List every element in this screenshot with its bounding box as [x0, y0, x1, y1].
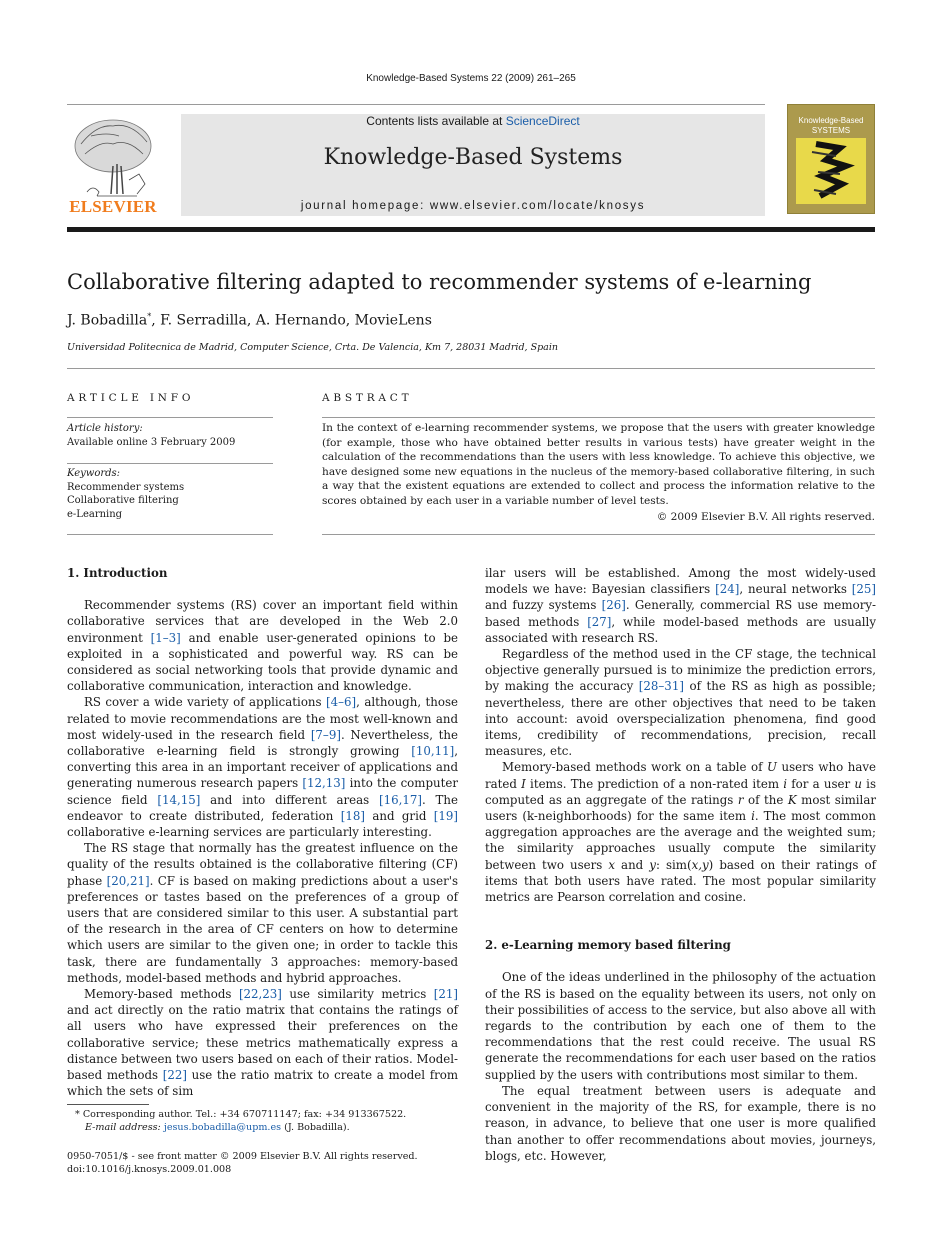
- intro-paragraph-3: The RS stage that normally has the greatest influence on the quality of the results obtained is the collaborative filtering (CF) phase [20,21]. CF is based on making predictions about a user's preferences or tastes based on the preferences of a group of users that are considered similar to this user. A substantial part of the research in the area of CF centers on how to determine which users are similar to the given one; in order to tackle this task, there are fundamentally 3 approaches: memory-based methods, model-based methods and hybrid approaches.: [67, 841, 459, 985]
- intro-paragraph-4: Memory-based methods [22,23] use similarity metrics [21] and act directly on the ratio matrix that contains the ratings of all users who have expressed their preferences on the collaborative service; these metrics mathematically express a distance between two users based on each of their ratios. Model-based methods [22] use the ratio matrix to create a model from which the sets of sim: [67, 987, 459, 1099]
- abstract-rule-top: [322, 417, 875, 418]
- front-matter-info: [67, 1150, 418, 1176]
- section-1-heading: 1. Introduction: [67, 566, 168, 580]
- citation-link[interactable]: [16,17]: [379, 792, 423, 807]
- cover-title-line2: SYSTEMS: [811, 126, 851, 135]
- corresponding-author-note: Corresponding author. Tel.: +34 670711147; fax: +34 913367522.: [79, 1109, 407, 1120]
- intro-paragraph-7: Memory-based methods work on a table of U users who have rated I items. The prediction of a non-rated item i for a user u is computed as an aggregate of the ratings r of the K most similar users (k-neighborhoods) for the same item i. The most common aggregation approaches are the average and the weighted sum; the similarity approaches usually compute the similarity between two users x and y: sim(x,y) based on their ratings of items that both users have rated. The most popular similarity metrics are Pearson correlation and cosine.: [485, 760, 877, 905]
- footnote-rule: [67, 1104, 149, 1105]
- header-rule: [67, 104, 765, 105]
- citation-link[interactable]: [12,13]: [302, 776, 346, 791]
- intro-paragraph-5: ilar users will be established. Among the most widely-used models we have: Bayesian classifiers [24], neural networks [25] and fuzzy systems [26]. Generally, commercial RS use memory-based methods [27], while model-based methods are usually associated with research RS.: [485, 566, 876, 645]
- keywords-block: [67, 467, 184, 521]
- abstract-text: In the context of e-learning recommender systems, we propose that the users with greater knowledge (for example, those who have obtained better results in various tests) have greater weight in the calculation of the recommendations than the users with less knowledge. To achieve this objective, we have designed some new equations in the nucleus of the memory-based collaborative filtering, in such a way that the existent equations are extended to collect and process the information relative to the scores obtained by each user in a variable number of level tests.: [322, 422, 875, 507]
- keyword-item: Recommender systems: [67, 481, 185, 493]
- footnote-mark: *: [75, 1109, 80, 1120]
- email-label: E-mail address:: [85, 1122, 161, 1133]
- citation-link[interactable]: [7–9]: [310, 727, 341, 742]
- journal-title: Knowledge-Based Systems: [323, 145, 623, 170]
- contents-prefix: Contents lists available at: [366, 114, 506, 128]
- contents-line: [181, 114, 765, 128]
- citation-link[interactable]: [22,23]: [238, 987, 282, 1002]
- citation-link[interactable]: [19]: [433, 808, 458, 823]
- section-2-paragraph-1: One of the ideas underlined in the philosophy of the actuation of the RS is based on the equality between its users, not only on their possibilities of access to the service, but also above all with regards to the contribution by each one of them to the recommendations that the rest could receive. The usual RS generate the recommendations for each user based on the ratios supplied by the users with contributions most similar to them.: [485, 970, 876, 1082]
- article-info-rule-mid: [67, 463, 273, 464]
- citation-link[interactable]: [14,15]: [157, 792, 201, 807]
- coauthors: , F. Serradilla, A. Hernando, MovieLens: [151, 312, 432, 329]
- citation-link[interactable]: [25]: [851, 582, 876, 597]
- footnote: [67, 1108, 458, 1134]
- keyword-item: e-Learning: [67, 508, 123, 520]
- intro-paragraph-6: Regardless of the method used in the CF stage, the technical objective generally pursued is to minimize the prediction errors, by making the accuracy [28–31] of the RS as high as possible; nevertheless, there are other objectives that need to be taken into account: avoid overspecialization phenomena, find good items, credibility of recommendations, precision, recall measures, etc.: [485, 647, 876, 759]
- author-list: [67, 312, 432, 329]
- keyword-item: Collaborative filtering: [67, 495, 179, 506]
- email-suffix: (J. Bobadilla).: [281, 1122, 350, 1133]
- article-info-rule-bottom: [67, 534, 273, 535]
- intro-paragraph-2: RS cover a wide variety of applications [4–6], although, those related to movie recommendations are the most well-known and most widely-used in the research field [7–9]. Nevertheless, the collaborative e-learning field is strongly growing [10,11], converting this area in an important receiver of applications and generating numerous research papers [12,13] into the computer science field [14,15] and into different areas [16,17]. The endeavor to create distributed, federation [18] and grid [19] collaborative e-learning services are particularly interesting.: [67, 695, 458, 840]
- email-link[interactable]: jesus.bobadilla@upm.es: [163, 1122, 282, 1133]
- running-head: Knowledge-Based Systems 22 (2009) 261–265: [366, 73, 576, 84]
- article-history: [67, 422, 235, 449]
- history-label: Article history:: [67, 423, 143, 434]
- citation-link[interactable]: [18]: [340, 808, 365, 823]
- section-2-paragraph-2: The equal treatment between users is adequate and convenient in the majority of the RS, for example, there is no reason, in advance, to believe that one user is more qualified than another to offer recommendations about movies, journeys, blogs, etc. However,: [485, 1083, 876, 1163]
- issn-line: 0950-7051/$ - see front matter © 2009 Elsevier B.V. All rights reserved.: [67, 1151, 418, 1162]
- cover-title: [789, 116, 873, 136]
- first-author[interactable]: J. Bobadilla: [67, 312, 148, 329]
- sciencedirect-link[interactable]: ScienceDirect: [505, 114, 580, 128]
- article-info-heading: ARTICLE INFO: [67, 392, 195, 404]
- abstract-rule-bottom: [322, 534, 875, 535]
- citation-link[interactable]: [24]: [715, 582, 740, 597]
- journal-homepage[interactable]: journal homepage: www.elsevier.com/locate/knosys: [300, 200, 646, 212]
- citation-link[interactable]: [20,21]: [106, 873, 150, 888]
- citation-link[interactable]: [10,11]: [411, 744, 455, 759]
- keywords-label: Keywords:: [67, 468, 121, 479]
- citation-link[interactable]: [27]: [587, 614, 612, 629]
- cover-art-image: [796, 138, 866, 204]
- masthead-bottom-rule: [67, 227, 875, 232]
- title-separator-rule: [67, 368, 875, 369]
- cover-title-line1: Knowledge-Based: [798, 116, 864, 125]
- citation-link[interactable]: [4–6]: [326, 695, 357, 710]
- article-title: Collaborative filtering adapted to recommender systems of e-learning: [67, 270, 812, 294]
- citation-link[interactable]: [1–3]: [150, 630, 181, 645]
- intro-paragraph-1: Recommender systems (RS) cover an important field within collaborative services that are developed in the Web 2.0 environment [1–3] and enable user-generated opinions to be exploited in a sophisticated and powerful way. RS can be considered as social networking tools that provide dynamic and collaborative communication, interaction and knowledge.: [67, 598, 458, 694]
- citation-link[interactable]: [26]: [601, 598, 626, 613]
- publisher-name: ELSEVIER: [69, 197, 157, 216]
- body-column-right: [485, 565, 876, 1164]
- citation-link[interactable]: [22]: [162, 1068, 187, 1083]
- body-column-left: [67, 565, 458, 1100]
- abstract-heading: ABSTRACT: [322, 392, 413, 404]
- affiliation: Universidad Politecnica de Madrid, Computer Science, Crta. De Valencia, Km 7, 28031 Madrid, Spain: [67, 342, 558, 353]
- citation-link[interactable]: [28–31]: [638, 679, 684, 694]
- doi-line[interactable]: doi:10.1016/j.knosys.2009.01.008: [67, 1164, 232, 1175]
- abstract-copyright: © 2009 Elsevier B.V. All rights reserved.: [656, 511, 875, 523]
- citation-link[interactable]: [21]: [433, 987, 458, 1002]
- section-2-heading: 2. e-Learning memory based filtering: [485, 938, 731, 953]
- history-value: Available online 3 February 2009: [67, 436, 236, 448]
- article-info-rule-top: [67, 417, 273, 418]
- corresponding-mark[interactable]: *: [147, 312, 152, 321]
